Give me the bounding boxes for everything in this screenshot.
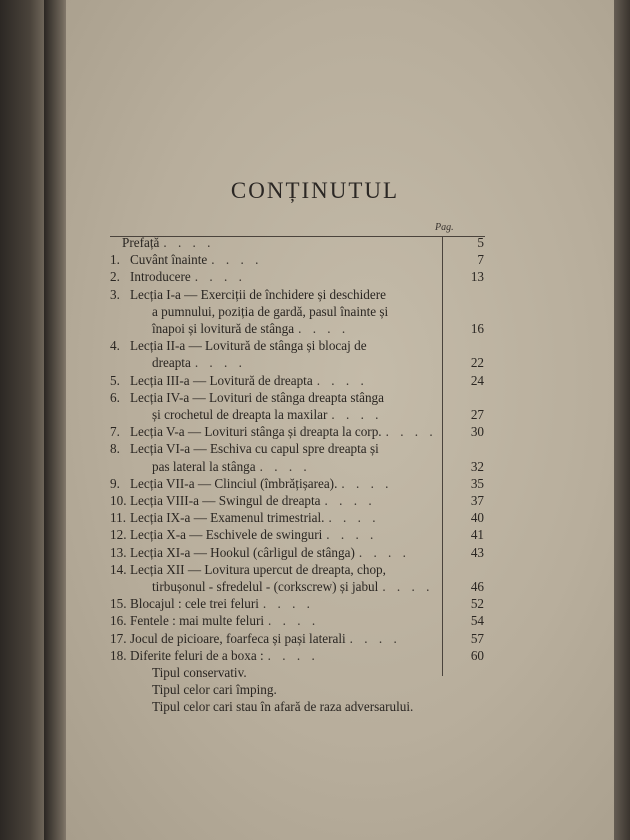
- toc-row: [110, 458, 492, 475]
- toc-row: [110, 544, 492, 561]
- toc-row: [110, 647, 492, 664]
- toc-page-number: 16: [470, 321, 484, 337]
- toc-entry-title: Introducere . . . .: [130, 269, 246, 285]
- toc-entry-title: Lecția III-a — Lovitură de dreapta . . . .: [130, 372, 368, 388]
- toc-entry-title: Lecția X-a — Eschivele de swinguri . . . .: [130, 527, 378, 543]
- toc-entry-title: Diferite feluri de a boxa : . . . .: [130, 647, 319, 663]
- toc-entry-title: Lecția VIII-a — Swingul de dreapta . . . .: [130, 493, 376, 509]
- leader-dots: . . . .: [324, 493, 376, 509]
- toc-entry-title: Prefață . . . .: [122, 235, 215, 250]
- toc-entry-title: Cuvânt înainte . . . .: [130, 252, 263, 268]
- toc-entry-number: 13.: [110, 544, 127, 560]
- toc-page-number: 7: [477, 252, 484, 268]
- toc-row: [110, 492, 492, 509]
- leader-dots: . . . .: [382, 579, 434, 595]
- toc-row: [110, 509, 492, 526]
- leader-dots: . . . .: [349, 630, 401, 646]
- toc-entry-title: Lecția V-a — Lovituri stânga și dreapta la corp. . . . .: [130, 424, 437, 440]
- toc-entry-title: Jocul de picioare, foarfeca și pași laterali . . . .: [130, 630, 401, 646]
- toc-page-number: 43: [470, 544, 484, 560]
- toc-row: [110, 389, 492, 406]
- toc-entry-title: Lecția I-a — Exerciții de închidere și deschidere: [130, 286, 386, 302]
- toc-entry-title-continuation: dreapta . . . .: [152, 355, 246, 371]
- toc-entry-number: 1.: [110, 252, 120, 268]
- toc-page-number: 41: [470, 527, 484, 543]
- toc-row: [110, 423, 492, 440]
- page-column-label: Pag.: [435, 222, 454, 233]
- leader-dots: . . . .: [262, 596, 314, 612]
- leader-dots: . . . .: [211, 252, 263, 268]
- toc-entry-number: 14.: [110, 561, 127, 577]
- leader-dots: . . . .: [267, 647, 319, 663]
- toc-page-number: 30: [470, 424, 484, 440]
- leader-dots: . . . .: [358, 544, 410, 560]
- toc-entry-title: Lecția XI-a — Hookul (cârligul de stânga) . . . .: [130, 544, 410, 560]
- toc-row: [110, 372, 492, 389]
- toc-row: [110, 320, 492, 337]
- toc-entry-title: Lecția VI-a — Eschiva cu capul spre dreapta și: [130, 441, 379, 457]
- toc-entry-number: 17.: [110, 630, 127, 646]
- leader-dots: . . . .: [298, 321, 350, 337]
- toc-page-number: 32: [470, 458, 484, 474]
- toc-page-number: 5: [477, 235, 484, 250]
- toc-page-number: 13: [470, 269, 484, 285]
- toc-row: [110, 561, 492, 578]
- toc-entry-number: 4.: [110, 338, 120, 354]
- toc-entry-number: 12.: [110, 527, 127, 543]
- toc-page-number: 57: [470, 630, 484, 646]
- toc-row: [110, 440, 492, 457]
- toc-entry-number: 11.: [110, 510, 126, 526]
- toc-entry-title: Lecția XII — Lovitura upercut de dreapta, chop,: [130, 561, 386, 577]
- toc-sub-item: Tipul conservativ.: [152, 665, 247, 681]
- toc-row: [110, 303, 492, 320]
- toc-page-number: 60: [470, 647, 484, 663]
- table-of-contents: [110, 234, 492, 716]
- page-title: CONȚINUTUL: [230, 178, 400, 203]
- toc-sub-row: [110, 698, 492, 715]
- toc-row: [110, 406, 492, 423]
- toc-entry-number: 15.: [110, 596, 127, 612]
- toc-entry-number: 8.: [110, 441, 120, 457]
- leader-dots: . . . .: [326, 527, 378, 543]
- leader-dots: . . . .: [194, 269, 246, 285]
- toc-entry-title-continuation: a pumnului, poziția de gardă, pasul înainte și: [152, 303, 389, 319]
- toc-page-number: 35: [470, 475, 484, 491]
- toc-page-number: 22: [470, 355, 484, 371]
- toc-entry-title: Lecția IX-a — Examenul trimestrial. . . . .: [130, 510, 380, 526]
- toc-entry-number: 18.: [110, 647, 127, 663]
- toc-row: [110, 612, 492, 629]
- toc-page-number: 40: [470, 510, 484, 526]
- toc-page-number: 24: [470, 372, 484, 388]
- toc-page-number: 54: [470, 613, 484, 629]
- toc-entry-number: 7.: [110, 424, 120, 440]
- toc-entry-number: 3.: [110, 286, 120, 302]
- toc-sub-row: [110, 681, 492, 698]
- toc-row: [110, 475, 492, 492]
- toc-row: [110, 595, 492, 612]
- toc-row: [110, 526, 492, 543]
- toc-entry-title-continuation: și crochetul de dreapta la maxilar . . . .: [152, 407, 383, 423]
- toc-entry-title-continuation: înapoi și lovitură de stânga . . . .: [152, 321, 350, 337]
- toc-row: [110, 268, 492, 285]
- toc-entry-title: Blocajul : cele trei feluri . . . .: [130, 596, 314, 612]
- toc-page-number: 46: [470, 579, 484, 595]
- toc-entry-title-continuation: pas lateral la stânga . . . .: [152, 458, 311, 474]
- leader-dots: . . . .: [259, 458, 311, 474]
- toc-entry-number: 9.: [110, 475, 120, 491]
- leader-dots: . . . .: [328, 510, 380, 526]
- toc-entry-number: 10.: [110, 493, 127, 509]
- leader-dots: . . . .: [341, 475, 393, 491]
- toc-sub-item: Tipul celor cari stau în afară de raza adversarului.: [152, 699, 414, 715]
- toc-row: [110, 578, 492, 595]
- toc-entry-title: Fentele : mai multe feluri . . . .: [130, 613, 320, 629]
- toc-entry-title: Lecția II-a — Lovitură de stânga și blocaj de: [130, 338, 367, 354]
- toc-sub-item: Tipul celor cari împing.: [152, 682, 277, 698]
- toc-page-number: 27: [470, 407, 484, 423]
- toc-entry-number: 2.: [110, 269, 120, 285]
- toc-row: [110, 354, 492, 371]
- toc-row: [110, 234, 492, 251]
- toc-sub-row: [110, 664, 492, 681]
- leader-dots: . . . .: [268, 613, 320, 629]
- toc-entry-number: 5.: [110, 372, 120, 388]
- leader-dots: . . . .: [194, 355, 246, 371]
- toc-row: [110, 630, 492, 647]
- leader-dots: . . . .: [163, 235, 215, 250]
- leader-dots: . . . .: [316, 372, 368, 388]
- toc-row: [110, 337, 492, 354]
- toc-row: [110, 286, 492, 303]
- toc-page-number: 52: [470, 596, 484, 612]
- toc-entry-number: 16.: [110, 613, 127, 629]
- toc-entry-number: 6.: [110, 389, 120, 405]
- toc-entry-title: Lecția VII-a — Clinciul (îmbrățișarea). . . . .: [130, 475, 393, 491]
- toc-entry-title: Lecția IV-a — Lovituri de stânga dreapta stânga: [130, 389, 385, 405]
- toc-row: [110, 251, 492, 268]
- leader-dots: . . . .: [385, 424, 437, 440]
- toc-entry-title-continuation: tirbușonul - sfredelul - (corkscrew) și jabul . . . .: [152, 579, 434, 595]
- leader-dots: . . . .: [331, 407, 383, 423]
- toc-page-number: 37: [470, 493, 484, 509]
